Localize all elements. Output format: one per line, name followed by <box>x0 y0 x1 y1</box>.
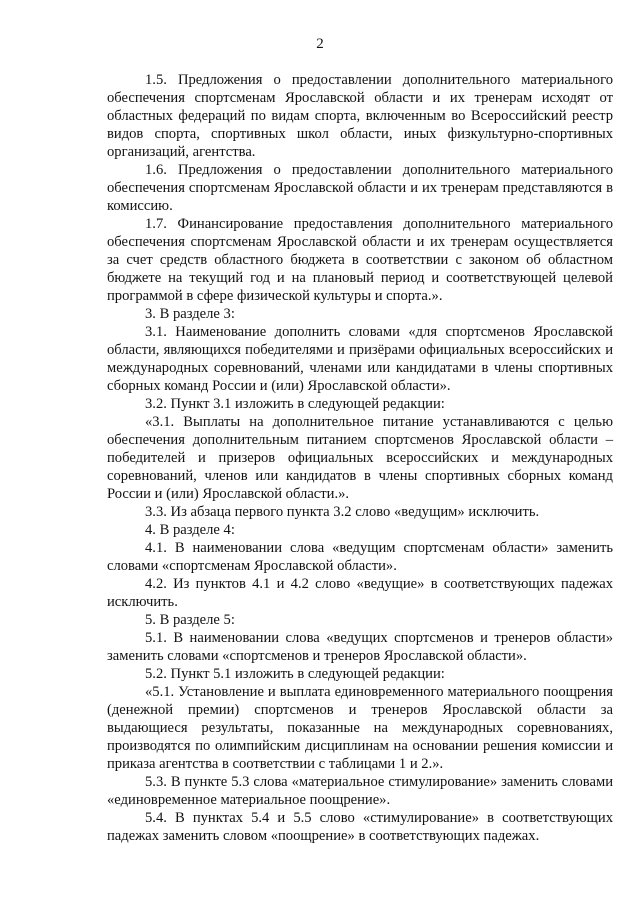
paragraph-section-3: 3. В разделе 3: <box>145 306 235 322</box>
paragraph-3-1: 3.1. Наименование дополнить словами «для спортсменов Ярославской области, являющихся победителями и призёрами официальных всероссийских и международных соревнований, членами или кандидатами в члены спортивных сборных команд России и (или) Ярославской области». <box>107 324 613 394</box>
paragraph-5-4: 5.4. В пунктах 5.4 и 5.5 слово «стимулирование» в соответствующих падежах заменить словом «поощрение» в соответствующих падежах. <box>107 810 613 844</box>
paragraph-section-4: 4. В разделе 4: <box>145 522 235 538</box>
paragraph-1-5: 1.5. Предложения о предоставлении дополнительного материального обеспечения спортсменам Ярославской области и их тренерам исходят от областных федераций по видам спорта, включенным во Всероссийский реестр видов спорта, спортивных школ области, иных физкультурно-спортивных организаций, агентства. <box>107 72 613 160</box>
page-number: 2 <box>316 36 324 52</box>
paragraph-section-5: 5. В разделе 5: <box>145 612 235 628</box>
paragraph-4-1: 4.1. В наименовании слова «ведущим спортсменам области» заменить словами «спортсменам Ярославской области». <box>107 540 613 574</box>
paragraph-1-7: 1.7. Финансирование предоставления дополнительного материального обеспечения спортсменам Ярославской области и их тренерам осуществляется за счет средств областного бюджета в соответствии с законом об областном бюджете на текущий год и на плановый период и соответствующей целевой программой в сфере физической культуры и спорта.». <box>107 216 613 304</box>
paragraph-5-2: 5.2. Пункт 5.1 изложить в следующей редакции: <box>145 666 445 682</box>
paragraph-5-3: 5.3. В пункте 5.3 слова «материальное стимулирование» заменить словами «единовременное материальное поощрение». <box>107 774 613 808</box>
document-body <box>107 71 613 845</box>
paragraph-3-2: 3.2. Пункт 3.1 изложить в следующей редакции: <box>145 396 445 412</box>
paragraph-5-1: 5.1. В наименовании слова «ведущих спортсменов и тренеров области» заменить словами «спортсменов и тренеров Ярославской области». <box>107 630 613 664</box>
paragraph-3-2-quote: «3.1. Выплаты на дополнительное питание устанавливаются с целью обеспечения дополнительным питанием спортсменов Ярославской области – победителей и призеров официальных всероссийских и международных соревнований, членов или кандидатов в члены спортивных сборных команд России и (или) Ярославской области.». <box>107 414 613 502</box>
paragraph-5-2-quote: «5.1. Установление и выплата единовременного материального поощрения (денежной премии) спортсменов и тренеров Ярославской области за выдающиеся результаты, показанные на международных соревнованиях, производятся по олимпийским дисциплинам на основании решения комиссии и приказа агентства в соответствии с таблицами 1 и 2.». <box>107 684 613 772</box>
paragraph-3-3: 3.3. Из абзаца первого пункта 3.2 слово «ведущим» исключить. <box>145 504 540 520</box>
paragraph-1-6: 1.6. Предложения о предоставлении дополнительного материального обеспечения спортсменам Ярославской области и их тренерам представляются в комиссию. <box>107 162 613 214</box>
paragraph-4-2: 4.2. Из пунктов 4.1 и 4.2 слово «ведущие» в соответствующих падежах исключить. <box>107 576 613 610</box>
